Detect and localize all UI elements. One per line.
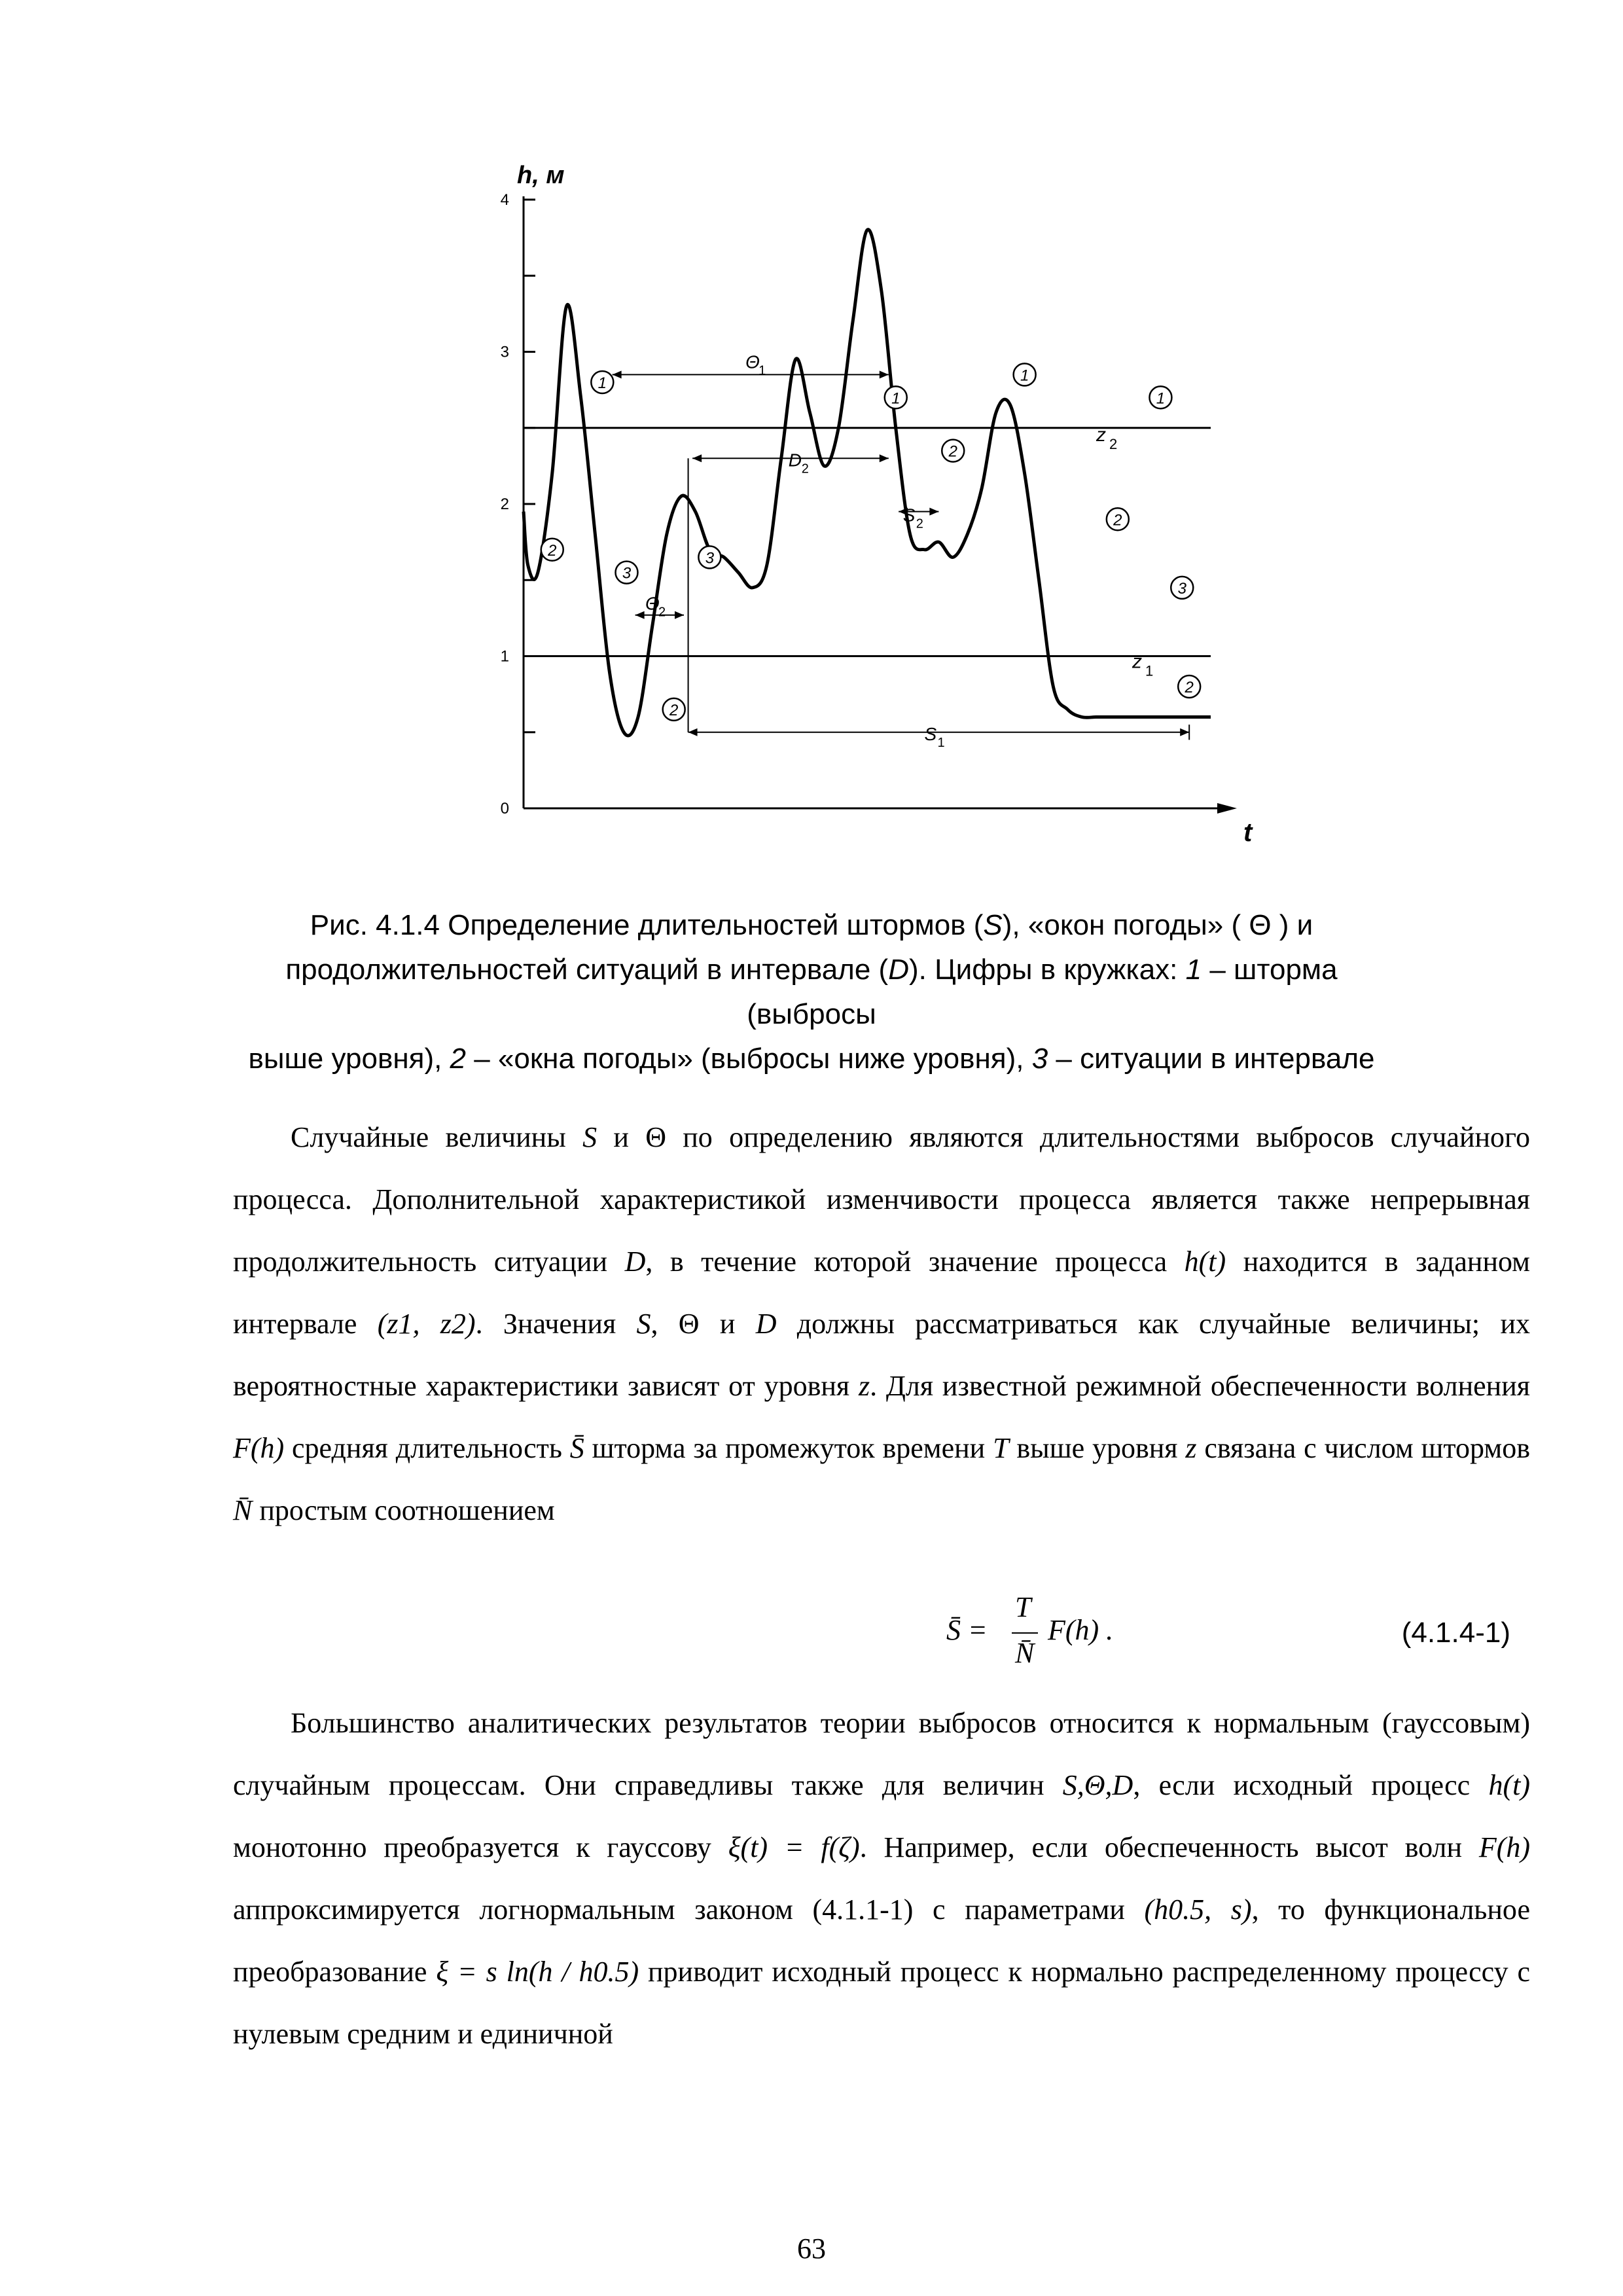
- level-label-z1: z: [1132, 651, 1142, 673]
- formula-4-1-4-1: [233, 1590, 1530, 1689]
- circle-marker-label: 2: [948, 442, 957, 461]
- circle-marker-label: 1: [1156, 389, 1166, 408]
- circle-marker-label: 3: [622, 564, 632, 583]
- d2-arrow-head-left: [692, 454, 702, 462]
- d2-label-sub: 2: [801, 461, 809, 476]
- theta1-arrow-head-left: [613, 370, 622, 378]
- circle-marker-label: 1: [891, 389, 901, 408]
- chart-levels: [524, 424, 1211, 679]
- y-axis-label: h, м: [517, 162, 565, 189]
- circle-marker-label: 3: [705, 549, 715, 567]
- y-tick-label: 1: [500, 647, 509, 666]
- circle-marker-label: 1: [1020, 367, 1029, 385]
- theta1-arrow-head-right: [880, 370, 889, 378]
- y-tick-label: 2: [500, 495, 509, 513]
- circle-marker-label: 2: [1185, 679, 1194, 696]
- formula-denominator: N̄: [1015, 1637, 1035, 1669]
- s2-arrow-head-right: [929, 508, 938, 516]
- circle-marker-label: 3: [1177, 579, 1186, 598]
- s2-label-sub: 2: [916, 516, 923, 531]
- theta2-label: Θ: [645, 593, 660, 614]
- x-axis-label: t: [1243, 818, 1253, 847]
- circle-marker-label: 2: [669, 701, 679, 719]
- figure-chart: [471, 147, 1257, 874]
- s1-arrow-head-left: [688, 728, 698, 736]
- paragraph-2: Большинство аналитических результатов теории выбросов относится к нормальным (гауссовым) случайным процессам. Они справедливы также для величин S,Θ,D, если исходный процесс h(t) монотонно преобразуется к гауссову ξ(t) = f(ζ). Например, если обеспеченность высот волн F(h) аппроксимируется логнормальным законом (4.1.1-1) с параметрами (h0.5, s), то функциональное преобразование ξ = s ln(h / h0.5) приводит исходный процесс к нормально распределенному процессу с нулевым средним и единичной: [233, 1707, 1531, 2050]
- paragraph-1: Случайные величины S и Θ по определению являются длительностями выбросов случайного процесса. Дополнительной характеристикой изменчивости процесса является также непрерывная продолжительность ситуации D, в течение которой значение процесса h(t) находится в заданном интервале (z1, z2). Значения S, Θ и D должны рассматриваться как случайные величины; их вероятностные характеристики зависят от уровня z. Для известной режимной обеспеченности волнения F(h) средняя длительность S̄ шторма за промежуток времени T выше уровня z связана с числом штормов N̄ простым соотношением: [233, 1121, 1530, 1526]
- y-tick-label: 4: [500, 191, 509, 209]
- y-tick-label: 3: [500, 343, 509, 361]
- d2-label: D: [788, 450, 802, 471]
- chart-annotations: [541, 351, 1200, 749]
- circle-marker-label: 1: [597, 374, 607, 392]
- level-label-z2: z: [1096, 423, 1106, 446]
- theta2-label-sub: 2: [658, 605, 666, 620]
- chart-line-series: [524, 230, 1211, 736]
- theta2-arrow-head-left: [635, 611, 645, 619]
- formula-rhs: F(h) .: [1048, 1614, 1114, 1646]
- theta2-arrow-head-right: [675, 611, 684, 619]
- x-axis-arrow: [1217, 803, 1237, 814]
- circle-marker-label: 2: [1113, 511, 1122, 529]
- page-number: 63: [797, 2233, 826, 2265]
- s1-arrow-head-right: [1180, 728, 1189, 736]
- s1-label: S: [924, 723, 937, 744]
- theta1-label-sub: 1: [758, 363, 766, 378]
- s2-label: S: [902, 505, 916, 526]
- level-label-z1-sub: 1: [1145, 662, 1154, 679]
- y-tick-label: 0: [500, 800, 509, 817]
- formula-numerator: T: [1015, 1591, 1031, 1623]
- d2-arrow-head-right: [880, 454, 889, 462]
- circle-marker-label: 2: [548, 541, 557, 560]
- figure-caption: Рис. 4.1.4 Определение длительностей штормов (S), «окон погоды» ( Θ ) и продолжительностей ситуаций в интервале (D). Цифры в кружках: 1 – шторма (выбросы выше уровня), 2 – «окна погоды» (выбросы ниже уровня), 3 – ситуации в интервале: [248, 909, 1375, 1075]
- s1-label-sub: 1: [937, 735, 945, 750]
- fraction-bar: [1012, 1632, 1038, 1634]
- level-label-z2-sub: 2: [1109, 435, 1118, 452]
- formula-lhs: S̄ =: [946, 1614, 988, 1646]
- theta1-label: Θ: [745, 351, 760, 372]
- equation-number: (4.1.4-1): [1401, 1617, 1510, 1649]
